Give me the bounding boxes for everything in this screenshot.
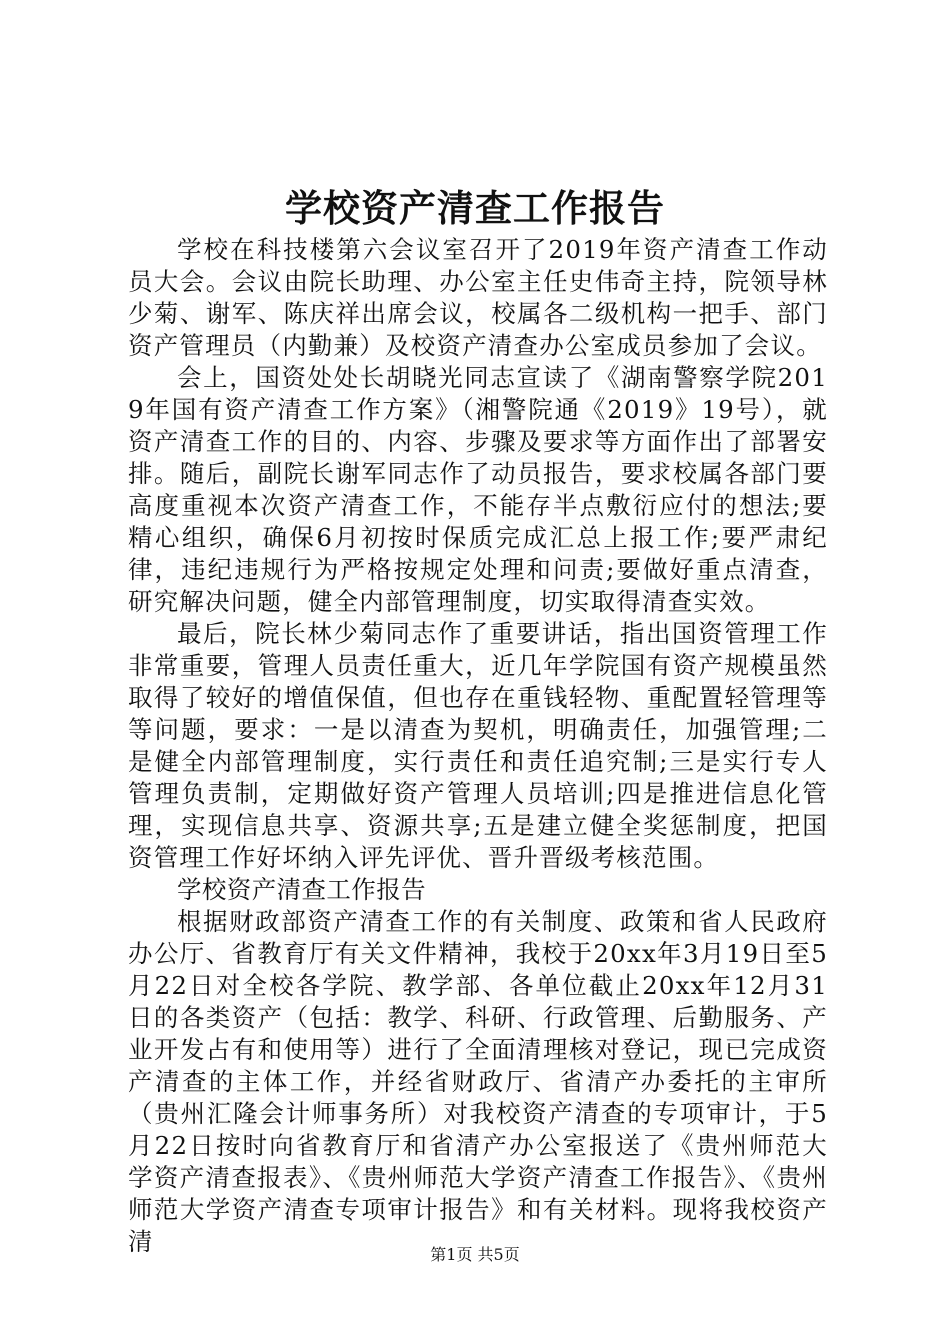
paragraph-report-intro: 根据财政部资产清查工作的有关制度、政策和省人民政府办公厅、省教育厅有关文件精神，我校于20xx年3月19日至5月22日对全校各学院、教学部、各单位截止20xx年12月31日的各类资产（包括：教学、科研、行政管理、后勤服务、产业开发占有和使用等）进行了全面清理核对登记，现已完成资产清查的主体工作，并经省财政厅、省清产办委托的主审所（贵州汇隆会计师事务所）对我校资产清查的专项审计，于5月22日按时向省教育厅和省清产办公室报送了《贵州师范大学资产清查报表》、《贵州师范大学资产清查工作报告》、《贵州师范大学资产清查专项审计报告》和有关材料。现将我校资产清 (128, 907, 828, 1256)
document-title: 学校资产清查工作报告 (285, 186, 665, 230)
paragraph-meeting-intro: 学校在科技楼第六会议室召开了2019年资产清查工作动员大会。会议由院长助理、办公室主任史伟奇主持，院领导林少菊、谢军、陈庆祥出席会议，校属各二级机构一把手、部门资产管理员（内勤兼）及校资产清查办公室成员参加了会议。 (128, 235, 828, 360)
page-number-footer: 第1页 共5页 (430, 1245, 520, 1264)
paragraph-meeting-plan: 会上，国资处处长胡晓光同志宣读了《湖南警察学院2019年国有资产清查工作方案》（湘警院通《2019》19号），就资产清查工作的目的、内容、步骤及要求等方面作出了部署安排。随后，副院长谢军同志作了动员报告，要求校属各部门要高度重视本次资产清查工作，不能存半点敷衍应付的想法;要精心组织，确保6月初按时保质完成汇总上报工作;要严肃纪律，违纪违规行为严格按规定处理和问责;要做好重点清查，研究解决问题，健全内部管理制度，切实取得清查实效。 (128, 363, 828, 616)
paragraph-meeting-speech: 最后，院长林少菊同志作了重要讲话，指出国资管理工作非常重要，管理人员责任重大，近几年学院国有资产规模虽然取得了较好的增值保值，但也存在重钱轻物、重配置轻管理等等问题，要求：一是以清查为契机，明确责任，加强管理;二是健全内部管理制度，实行责任和责任追究制;三是实行专人管理负责制，定期做好资产管理人员培训;四是推进信息化管理，实现信息共享、资源共享;五是建立健全奖惩制度，把国资管理工作好坏纳入评先评优、晋升晋级考核范围。 (128, 619, 828, 872)
section-heading: 学校资产清查工作报告 (177, 875, 426, 904)
document-body (128, 234, 828, 1258)
